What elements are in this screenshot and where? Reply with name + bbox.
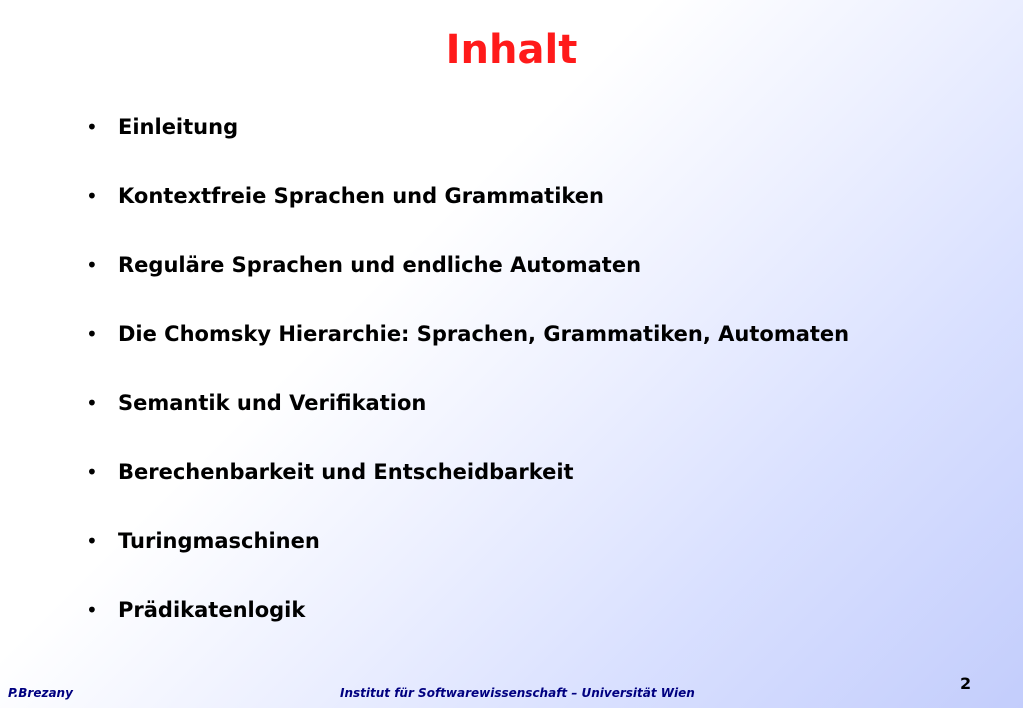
list-item [86,317,849,351]
bullet-icon: • [86,598,98,622]
list-item [86,593,849,627]
bullet-icon: • [86,184,98,208]
list-item-label: Semantik und Verifikation [118,391,427,415]
list-item [86,386,849,420]
list-item-label: Berechenbarkeit und Entscheidbarkeit [118,460,574,484]
list-item-label: Turingmaschinen [118,529,320,553]
footer-author: P.Brezany [8,686,73,700]
list-item [86,524,849,558]
bullet-icon: • [86,253,98,277]
list-item [86,110,849,144]
list-item-label: Reguläre Sprachen und endliche Automaten [118,253,642,277]
bullet-icon: • [86,460,98,484]
list-item [86,179,849,213]
contents-list [86,110,849,662]
bullet-icon: • [86,322,98,346]
list-item [86,455,849,489]
bullet-icon: • [86,115,98,139]
page-number: 2 [960,674,972,693]
list-item-label: Prädikatenlogik [118,598,306,622]
list-item-label: Kontextfreie Sprachen und Grammatiken [118,184,604,208]
list-item [86,248,849,282]
footer-institute: Institut für Softwarewissenschaft – Universität Wien [340,686,695,700]
bullet-icon: • [86,529,98,553]
list-item-label: Einleitung [118,115,239,139]
list-item-label: Die Chomsky Hierarchie: Sprachen, Grammatiken, Automaten [118,322,850,346]
bullet-icon: • [86,391,98,415]
slide-title: Inhalt [445,27,578,73]
